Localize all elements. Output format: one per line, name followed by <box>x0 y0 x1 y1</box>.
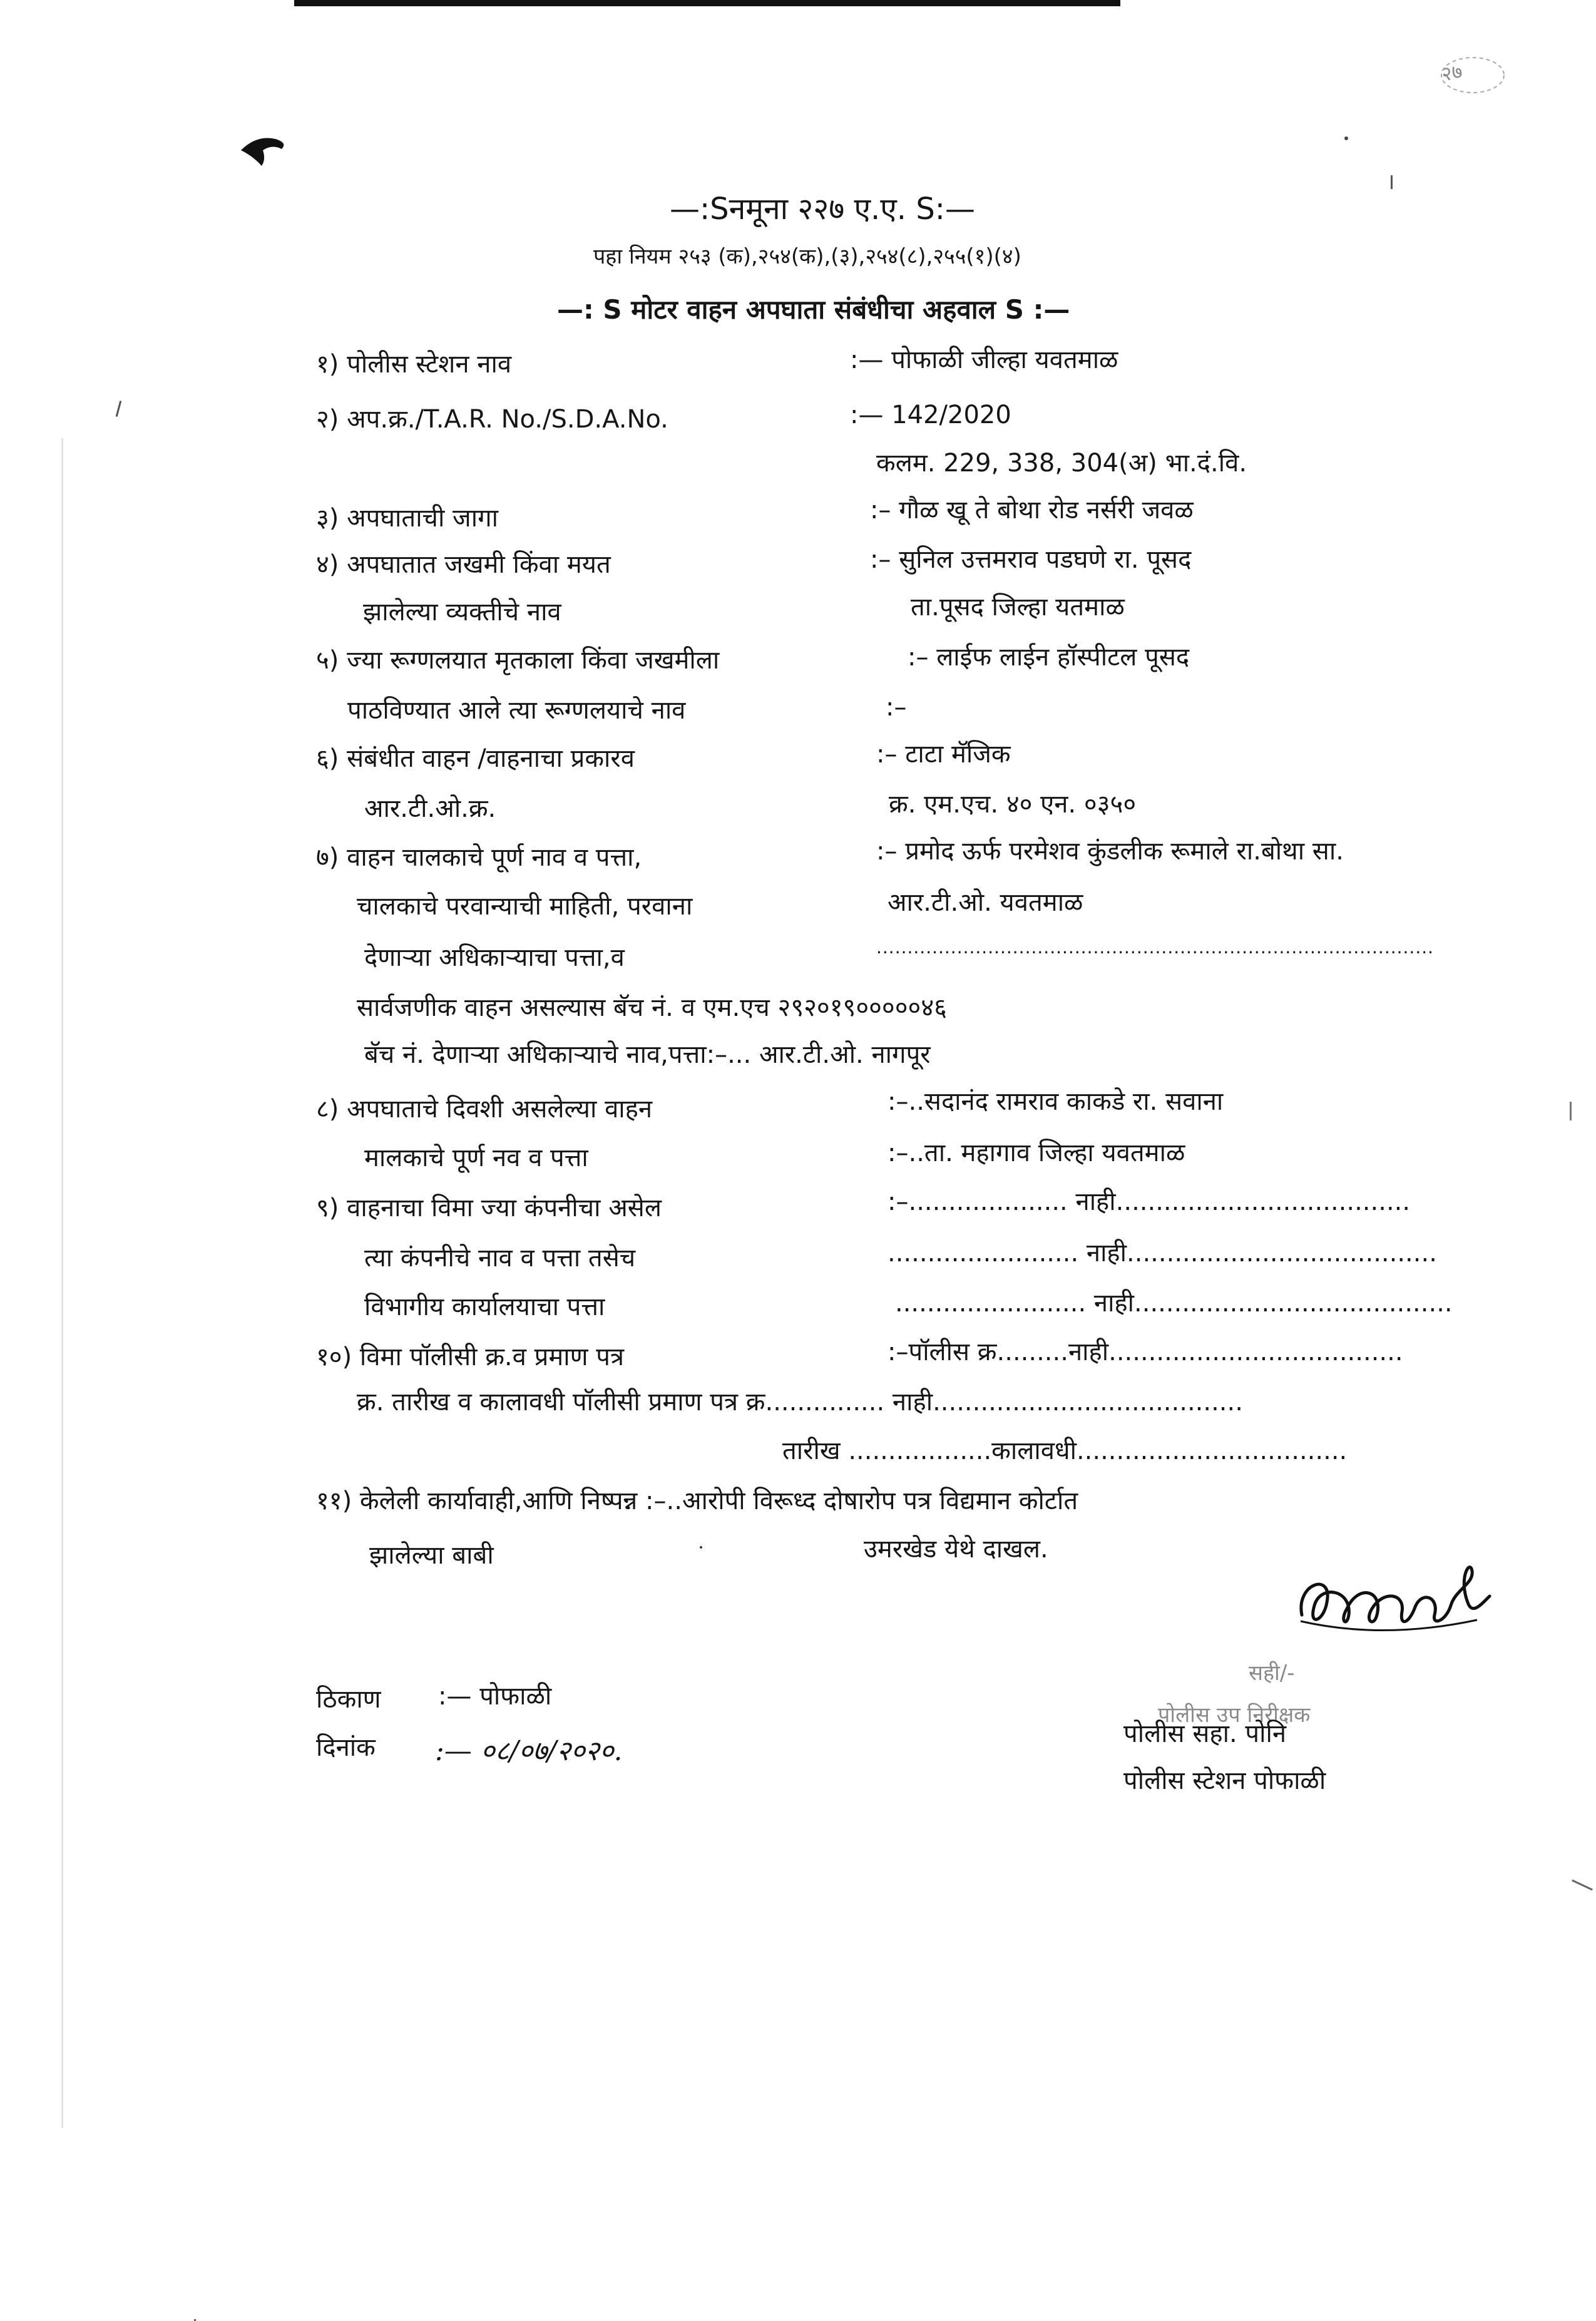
stamp-text-mid: पोलीस उप निरीक्षक <box>1158 1703 1311 1728</box>
place-value: :— पोफाळी <box>438 1682 552 1711</box>
officer-station: पोलीस स्टेशन पोफाळी <box>1123 1766 1326 1795</box>
rules-line: पहा नियम २५३ (क),२५४(क),(३),२५४(८),२५५(१)(४) <box>593 244 1021 269</box>
row2-label: २) अप.क्र./T.A.R. No./S.D.A.No. <box>316 405 668 434</box>
row11-value-2: उमरखेड येथे दाखल. <box>864 1535 1048 1564</box>
signature <box>1289 1546 1515 1646</box>
speck <box>1572 1880 1593 1891</box>
row11-label: ११) केलेली कार्यावाही,आणि निष्पन्न :–..आरोपी विरूध्द दोषारोप पत्र विद्यमान कोर्टात <box>316 1487 1078 1515</box>
scan-top-bar <box>294 0 1120 6</box>
row3-label: ३) अपघाताची जागा <box>316 504 498 533</box>
row6-label: ६) संबंधीत वाहन /वाहनाचा प्रकारव <box>316 744 635 773</box>
row7-label-4: सार्वजणीक वाहन असल्यास बॅच नं. व एम.एच २९२०१९०००००४६ <box>357 993 947 1022</box>
row10-label-2: क्र. तारीख व कालावधी पॉलीसी प्रमाण पत्र क्र............... नाही....................................... <box>357 1388 1243 1417</box>
row7-label-5: बॅच नं. देणाऱ्या अधिकाऱ्याचे नाव,पत्ता:–... आर.टी.ओ. नागपूर <box>364 1040 931 1069</box>
row5-label-2: पाठविण्यात आले त्या रूग्णलयाचे नाव <box>347 696 686 725</box>
speck <box>116 401 122 417</box>
date-label: दिनांक <box>316 1733 376 1762</box>
officer-designation: पोलीस सहा. पोनि <box>1123 1719 1287 1748</box>
row9-label-2: त्या कंपनीचे नाव व पत्ता तसेच <box>364 1244 636 1273</box>
row1-value: :— पोफाळी जील्हा यवतमाळ <box>850 346 1118 374</box>
row9-value-3: ........................ नाही........................................ <box>895 1289 1453 1318</box>
speck <box>700 1546 702 1549</box>
speck <box>1344 136 1348 140</box>
row8-value-2: :–..ता. महागाव जिल्हा यवतमाळ <box>888 1139 1185 1167</box>
row7-value-2: आर.टी.ओ. यवतमाळ <box>888 888 1083 917</box>
row4-label-2: झालेल्या व्यक्तीचे नाव <box>363 598 561 627</box>
row5-label: ५) ज्या रूग्णलयात मृतकाला किंवा जखमीला <box>316 646 720 675</box>
row9-label-3: विभागीय कार्यालयाचा पत्ता <box>364 1293 605 1321</box>
row10-value: :–पॉलीस क्र.........नाही..................................... <box>888 1338 1403 1366</box>
row2-value-sections: कलम. 229, 338, 304(अ) भा.दं.वि. <box>876 449 1247 478</box>
row6-value: :– टाटा मॅजिक <box>876 740 1011 769</box>
date-value: :— ०८/०७/२०२०. <box>435 1735 623 1767</box>
row3-value: :– गौळ खू ते बोथा रोड नर्सरी जवळ <box>870 496 1194 525</box>
page-stamp-text: २७ <box>1440 59 1465 86</box>
row7-label: ७) वाहन चालकाचे पूर्ण नाव व पत्ता, <box>316 843 642 872</box>
row7-label-3: देणाऱ्या अधिकाऱ्याचा पत्ता,व <box>364 943 625 972</box>
scan-left-edge <box>61 438 63 2128</box>
row4-label: ४) अपघातात जखमी किंवा मयत <box>316 550 611 579</box>
row8-label: ८) अपघाताचे दिवशी असलेल्या वाहन <box>316 1095 653 1124</box>
row8-label-2: मालकाचे पूर्ण नव व पत्ता <box>364 1144 588 1172</box>
report-title: —: S मोटर वाहन अपघाता संबंधीचा अहवाल S :— <box>557 294 1070 325</box>
row5-value: :– लाईफ लाईन हॉस्पीटल पूसद <box>908 643 1190 672</box>
row8-value: :–..सदानंद रामराव काकडे रा. सवाना <box>888 1087 1224 1116</box>
row11-label-2: झालेल्या बाबी <box>369 1541 494 1570</box>
row9-value-2: ........................ नाही....................................... <box>888 1239 1437 1268</box>
punch-mark-icon <box>238 131 294 169</box>
row5-value-2: :– <box>886 693 907 722</box>
row9-value: :–.................... नाही..................................... <box>888 1187 1411 1216</box>
row7-dots: .......................................................................................... <box>876 937 1435 958</box>
row9-label: ९) वाहनाचा विमा ज्या कंपनीचा असेल <box>316 1194 662 1222</box>
row4-value: :– सुनिल उत्तमराव पडघणे रा. पूसद <box>870 545 1192 574</box>
speck <box>1391 175 1393 189</box>
row10-label: १०) विमा पॉलीसी क्र.व प्रमाण पत्र <box>316 1343 625 1371</box>
row7-label-2: चालकाचे परवान्याची माहिती, परवाना <box>357 892 693 921</box>
stamp-text-top: सही/- <box>1249 1661 1295 1686</box>
place-label: ठिकाण <box>316 1685 381 1714</box>
form-title: —:Sनमूना २२७ ए.ए. S:— <box>670 192 975 227</box>
row1-label: १) पोलीस स्टेशन नाव <box>316 350 512 379</box>
row6-label-2: आर.टी.ओ.क्र. <box>364 794 496 823</box>
row4-value-2: ता.पूसद जिल्हा यतमाळ <box>911 593 1125 622</box>
row6-value-2: क्र. एम.एच. ४० एन. ०३५० <box>889 790 1137 819</box>
page-stamp <box>1430 50 1512 100</box>
row2-value: :— 142/2020 <box>850 401 1011 429</box>
row7-value: :– प्रमोद ऊर्फ परमेशव कुंडलीक रूमाले रा.बोथा सा. <box>876 837 1344 866</box>
row10-label-3: तारीख ..................कालावधी.................................. <box>782 1437 1348 1465</box>
speck <box>1570 1102 1572 1120</box>
